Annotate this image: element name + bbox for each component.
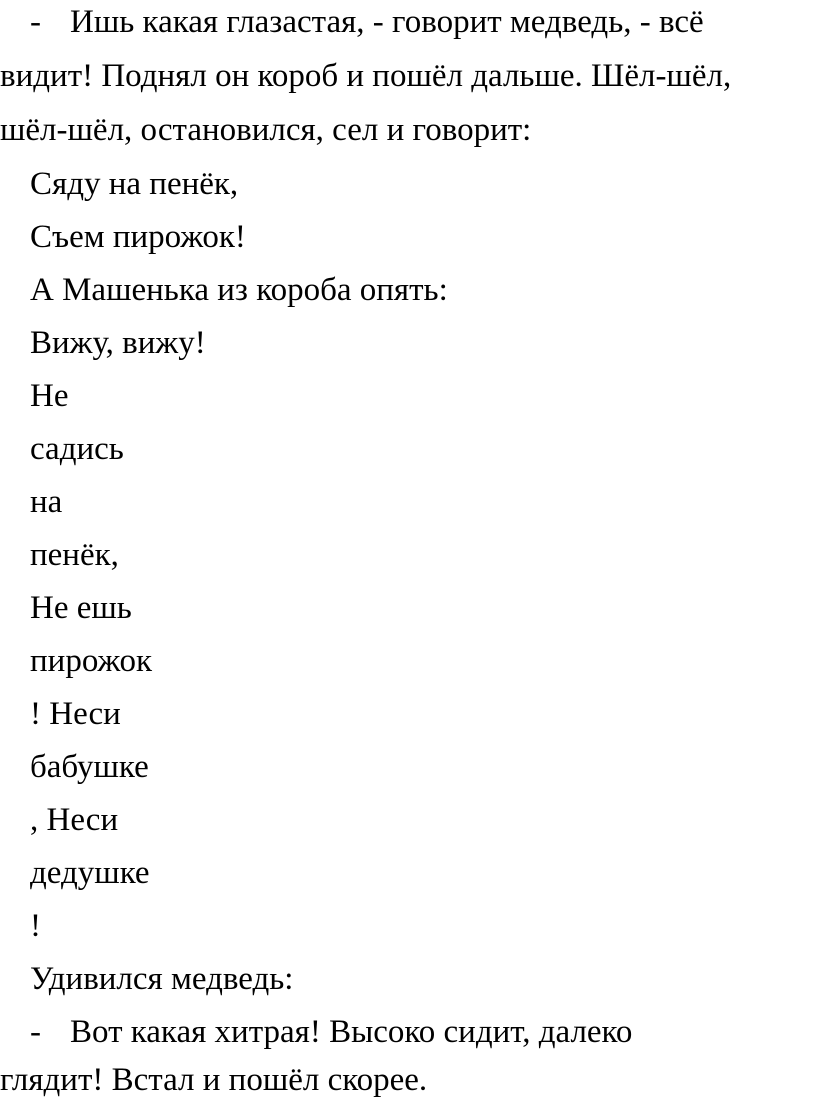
dash-marker: - — [30, 1014, 41, 1050]
verse-line: Съем пирожок! — [30, 219, 246, 255]
verse-line: Вижу, вижу! — [30, 325, 206, 361]
verse-line: бабушке — [30, 749, 149, 785]
dash-marker: - — [30, 4, 41, 40]
verse-line: садись — [30, 431, 124, 467]
verse-line: ! Неси — [30, 696, 121, 732]
verse-line: дедушке — [30, 855, 150, 891]
verse-line: пирожок — [30, 643, 153, 679]
text-line: шёл-шёл, остановился, сел и говорит: — [0, 112, 532, 148]
verse-line: Не — [30, 378, 69, 414]
verse-line: пенёк, — [30, 537, 119, 573]
verse-line: Не ешь — [30, 590, 132, 626]
text-line: видит! Поднял он короб и пошёл дальше. Шёл-шёл, — [0, 58, 732, 94]
verse-line: на — [30, 484, 63, 520]
verse-line: , Неси — [30, 802, 119, 838]
text-line: Вот какая хитрая! Высоко сидит, далеко — [70, 1014, 633, 1050]
text-line: Ишь какая глазастая, - говорит медведь, - всё — [70, 4, 704, 40]
verse-line: ! — [30, 908, 41, 944]
verse-line: Сяду на пенёк, — [30, 166, 239, 202]
text-line: глядит! Встал и пошёл скорее. — [0, 1062, 428, 1098]
verse-line: Удивился медведь: — [30, 961, 294, 997]
verse-line: А Машенька из короба опять: — [30, 272, 448, 308]
